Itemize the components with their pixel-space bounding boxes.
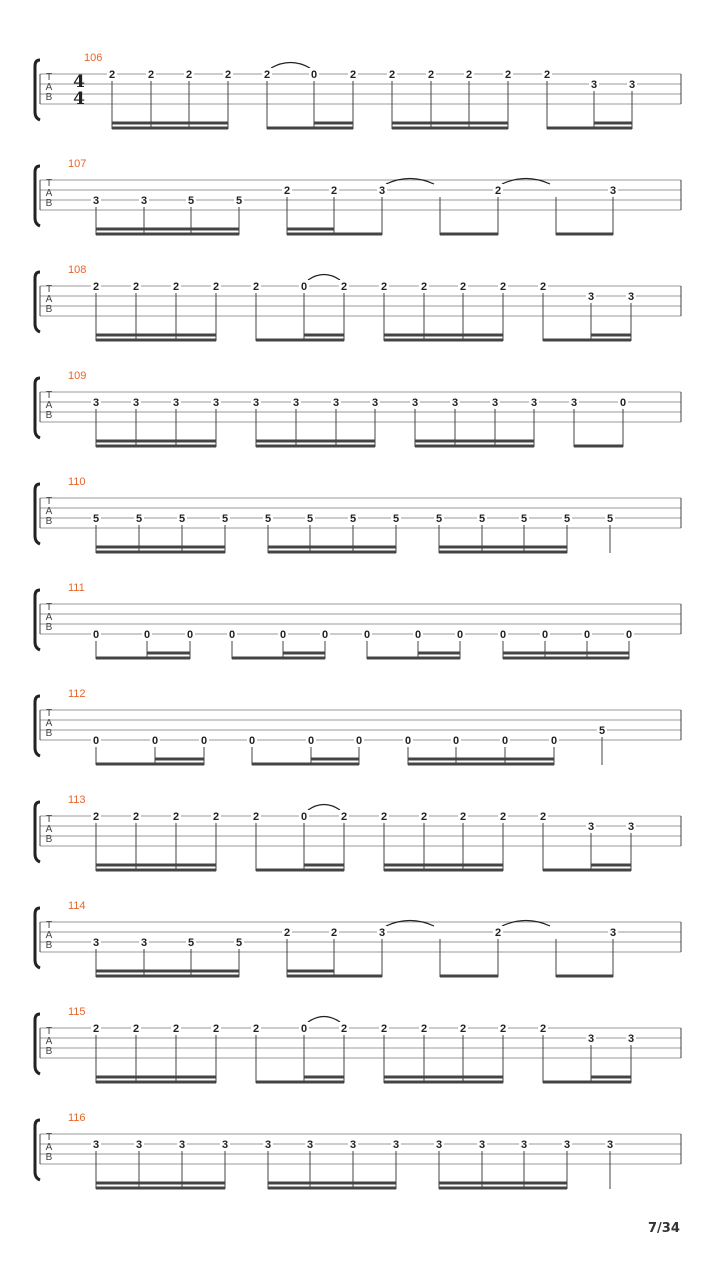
fret-number: 3 xyxy=(627,291,635,303)
system-bracket xyxy=(35,166,40,226)
system-bracket xyxy=(35,1014,40,1074)
fret-number: 3 xyxy=(563,1139,571,1151)
fret-number: 2 xyxy=(420,1023,428,1035)
fret-number: 2 xyxy=(132,1023,140,1035)
fret-number: 2 xyxy=(539,281,547,293)
page-number: 7/34 xyxy=(648,1221,680,1236)
tab-clef-letter-a: A xyxy=(45,1142,53,1153)
fret-number: 5 xyxy=(563,513,571,525)
fret-number: 5 xyxy=(235,937,243,949)
fret-number: 2 xyxy=(499,1023,507,1035)
fret-number: 3 xyxy=(92,1139,100,1151)
fret-number: 2 xyxy=(212,811,220,823)
tab-clef-letter-b: B xyxy=(45,410,53,421)
system-115 xyxy=(35,1006,681,1083)
tab-clef-letter-b: B xyxy=(45,834,53,845)
fret-number: 3 xyxy=(132,397,140,409)
tab-clef-letter-a: A xyxy=(45,188,53,199)
measure-number: 106 xyxy=(84,52,103,64)
fret-number: 0 xyxy=(619,397,627,409)
fret-number: 3 xyxy=(349,1139,357,1151)
fret-number: 5 xyxy=(187,937,195,949)
fret-number: 2 xyxy=(504,69,512,81)
system-bracket xyxy=(35,908,40,968)
tab-clef-letter-a: A xyxy=(45,824,53,835)
system-114 xyxy=(35,900,681,977)
fret-number: 2 xyxy=(92,281,100,293)
tab-clef-letter-t: T xyxy=(45,178,53,189)
measure-number: 109 xyxy=(68,370,87,382)
system-109 xyxy=(35,370,681,447)
fret-number: 2 xyxy=(212,281,220,293)
time-signature-numerator: 4 xyxy=(73,72,85,92)
fret-number: 0 xyxy=(355,735,363,747)
tab-clef-letter-a: A xyxy=(45,294,53,305)
fret-number: 3 xyxy=(306,1139,314,1151)
fret-number: 2 xyxy=(459,281,467,293)
fret-number: 0 xyxy=(200,735,208,747)
fret-number: 3 xyxy=(221,1139,229,1151)
fret-number: 0 xyxy=(363,629,371,641)
tab-clef-letter-b: B xyxy=(45,622,53,633)
tie-arc xyxy=(271,63,310,69)
system-107 xyxy=(35,158,681,235)
fret-number: 2 xyxy=(340,281,348,293)
fret-number: 3 xyxy=(530,397,538,409)
tie-arc xyxy=(308,275,340,281)
fret-number: 5 xyxy=(187,195,195,207)
fret-number: 3 xyxy=(92,195,100,207)
fret-number: 2 xyxy=(494,927,502,939)
fret-number: 3 xyxy=(378,927,386,939)
fret-number: 0 xyxy=(300,811,308,823)
tab-clef-letter-t: T xyxy=(45,496,53,507)
fret-number: 2 xyxy=(252,281,260,293)
tab-clef-letter-t: T xyxy=(45,284,53,295)
fret-number: 0 xyxy=(499,629,507,641)
fret-number: 2 xyxy=(420,811,428,823)
system-bracket xyxy=(35,60,40,120)
fret-number: 5 xyxy=(92,513,100,525)
fret-number: 5 xyxy=(235,195,243,207)
measure-number: 114 xyxy=(68,900,86,912)
fret-number: 3 xyxy=(520,1139,528,1151)
fret-number: 0 xyxy=(92,735,100,747)
fret-number: 5 xyxy=(178,513,186,525)
tab-clef-letter-a: A xyxy=(45,718,53,729)
fret-number: 3 xyxy=(178,1139,186,1151)
tab-clef-letter-t: T xyxy=(45,1026,53,1037)
tab-clef-letter-t: T xyxy=(45,814,53,825)
system-111 xyxy=(35,582,681,659)
measure-number: 113 xyxy=(68,794,86,806)
fret-number: 2 xyxy=(212,1023,220,1035)
tab-clef-letter-a: A xyxy=(45,506,53,517)
tie-arc xyxy=(308,1017,340,1023)
fret-number: 3 xyxy=(92,937,100,949)
tab-clef-letter-b: B xyxy=(45,1046,53,1057)
fret-number: 0 xyxy=(300,281,308,293)
fret-number: 2 xyxy=(172,811,180,823)
fret-number: 5 xyxy=(221,513,229,525)
fret-number: 0 xyxy=(550,735,558,747)
fret-number: 2 xyxy=(132,281,140,293)
tie-arc xyxy=(308,805,340,811)
fret-number: 5 xyxy=(606,513,614,525)
fret-number: 3 xyxy=(435,1139,443,1151)
fret-number: 3 xyxy=(135,1139,143,1151)
fret-number: 3 xyxy=(392,1139,400,1151)
fret-number: 2 xyxy=(459,1023,467,1035)
fret-number: 2 xyxy=(108,69,116,81)
fret-number: 3 xyxy=(587,821,595,833)
fret-number: 2 xyxy=(252,811,260,823)
tab-clef-letter-t: T xyxy=(45,920,53,931)
tie-arc xyxy=(386,179,434,185)
fret-number: 2 xyxy=(539,1023,547,1035)
fret-number: 3 xyxy=(590,79,598,91)
fret-number: 2 xyxy=(252,1023,260,1035)
fret-number: 2 xyxy=(330,185,338,197)
fret-number: 0 xyxy=(452,735,460,747)
fret-number: 5 xyxy=(264,513,272,525)
fret-number: 3 xyxy=(451,397,459,409)
fret-number: 0 xyxy=(300,1023,308,1035)
fret-number: 2 xyxy=(380,811,388,823)
fret-number: 2 xyxy=(263,69,271,81)
fret-number: 3 xyxy=(587,1033,595,1045)
fret-number: 2 xyxy=(283,927,291,939)
tie-arc xyxy=(502,179,550,185)
system-bracket xyxy=(35,696,40,756)
fret-number: 3 xyxy=(628,79,636,91)
fret-number: 3 xyxy=(570,397,578,409)
system-bracket xyxy=(35,272,40,332)
measure-number: 115 xyxy=(68,1006,86,1018)
tab-clef-letter-b: B xyxy=(45,198,53,209)
fret-number: 0 xyxy=(404,735,412,747)
fret-number: 2 xyxy=(380,1023,388,1035)
fret-number: 3 xyxy=(411,397,419,409)
fret-number: 0 xyxy=(248,735,256,747)
fret-number: 0 xyxy=(501,735,509,747)
fret-number: 2 xyxy=(172,281,180,293)
fret-number: 5 xyxy=(520,513,528,525)
system-bracket xyxy=(35,802,40,862)
tab-clef-letter-b: B xyxy=(45,940,53,951)
tab-clef-letter-b: B xyxy=(45,92,53,103)
fret-number: 0 xyxy=(186,629,194,641)
fret-number: 2 xyxy=(494,185,502,197)
fret-number: 2 xyxy=(380,281,388,293)
fret-number: 2 xyxy=(172,1023,180,1035)
system-113 xyxy=(35,794,681,871)
fret-number: 2 xyxy=(349,69,357,81)
fret-number: 2 xyxy=(388,69,396,81)
fret-number: 2 xyxy=(539,811,547,823)
fret-number: 0 xyxy=(151,735,159,747)
measure-number: 112 xyxy=(68,688,86,700)
system-bracket xyxy=(35,484,40,544)
tab-clef-letter-a: A xyxy=(45,930,53,941)
measure-number: 116 xyxy=(68,1112,86,1124)
system-108 xyxy=(35,264,681,341)
fret-number: 2 xyxy=(340,811,348,823)
tie-arc xyxy=(502,921,550,927)
fret-number: 3 xyxy=(478,1139,486,1151)
fret-number: 3 xyxy=(172,397,180,409)
fret-number: 3 xyxy=(378,185,386,197)
system-110 xyxy=(35,476,681,553)
fret-number: 3 xyxy=(264,1139,272,1151)
fret-number: 3 xyxy=(292,397,300,409)
fret-number: 2 xyxy=(132,811,140,823)
tab-clef-letter-b: B xyxy=(45,1152,53,1163)
tab-clef-letter-t: T xyxy=(45,602,53,613)
fret-number: 3 xyxy=(371,397,379,409)
fret-number: 2 xyxy=(427,69,435,81)
tab-clef-letter-b: B xyxy=(45,304,53,315)
tab-clef-letter-t: T xyxy=(45,1132,53,1143)
fret-number: 0 xyxy=(279,629,287,641)
fret-number: 5 xyxy=(349,513,357,525)
fret-number: 0 xyxy=(456,629,464,641)
fret-number: 3 xyxy=(92,397,100,409)
system-bracket xyxy=(35,590,40,650)
tab-clef-letter-a: A xyxy=(45,1036,53,1047)
system-bracket xyxy=(35,1120,40,1180)
fret-number: 2 xyxy=(283,185,291,197)
fret-number: 0 xyxy=(228,629,236,641)
fret-number: 3 xyxy=(140,195,148,207)
fret-number: 0 xyxy=(321,629,329,641)
tab-clef-letter-a: A xyxy=(45,400,53,411)
tab-clef-letter-b: B xyxy=(45,516,53,527)
fret-number: 3 xyxy=(609,185,617,197)
fret-number: 2 xyxy=(420,281,428,293)
tab-clef-letter-a: A xyxy=(45,612,53,623)
fret-number: 3 xyxy=(140,937,148,949)
fret-number: 0 xyxy=(583,629,591,641)
system-112 xyxy=(35,688,681,765)
time-signature-denominator: 4 xyxy=(73,89,85,109)
fret-number: 0 xyxy=(307,735,315,747)
fret-number: 2 xyxy=(459,811,467,823)
fret-number: 2 xyxy=(543,69,551,81)
fret-number: 3 xyxy=(587,291,595,303)
fret-number: 2 xyxy=(224,69,232,81)
fret-number: 0 xyxy=(541,629,549,641)
fret-number: 5 xyxy=(392,513,400,525)
fret-number: 0 xyxy=(92,629,100,641)
tab-clef-letter-a: A xyxy=(45,82,53,93)
measure-number: 110 xyxy=(68,476,86,488)
fret-number: 3 xyxy=(606,1139,614,1151)
fret-number: 2 xyxy=(465,69,473,81)
tie-arc xyxy=(386,921,434,927)
system-bracket xyxy=(35,378,40,438)
fret-number: 5 xyxy=(598,725,606,737)
fret-number: 2 xyxy=(92,811,100,823)
fret-number: 0 xyxy=(625,629,633,641)
fret-number: 3 xyxy=(491,397,499,409)
fret-number: 2 xyxy=(92,1023,100,1035)
tab-clef-letter-t: T xyxy=(45,708,53,719)
fret-number: 2 xyxy=(499,811,507,823)
fret-number: 2 xyxy=(147,69,155,81)
fret-number: 2 xyxy=(340,1023,348,1035)
fret-number: 2 xyxy=(185,69,193,81)
fret-number: 5 xyxy=(435,513,443,525)
fret-number: 3 xyxy=(212,397,220,409)
fret-number: 2 xyxy=(330,927,338,939)
measure-number: 111 xyxy=(68,582,85,594)
measure-number: 108 xyxy=(68,264,87,276)
tab-clef-letter-t: T xyxy=(45,72,53,83)
fret-number: 3 xyxy=(609,927,617,939)
fret-number: 3 xyxy=(627,821,635,833)
system-106 xyxy=(35,52,681,129)
measure-number: 107 xyxy=(68,158,87,170)
fret-number: 0 xyxy=(310,69,318,81)
fret-number: 3 xyxy=(627,1033,635,1045)
fret-number: 3 xyxy=(332,397,340,409)
fret-number: 0 xyxy=(414,629,422,641)
tab-clef-letter-t: T xyxy=(45,390,53,401)
fret-number: 5 xyxy=(478,513,486,525)
tab-clef-letter-b: B xyxy=(45,728,53,739)
fret-number: 5 xyxy=(135,513,143,525)
fret-number: 5 xyxy=(306,513,314,525)
fret-number: 3 xyxy=(252,397,260,409)
fret-number: 0 xyxy=(143,629,151,641)
system-116 xyxy=(35,1112,681,1189)
fret-number: 2 xyxy=(499,281,507,293)
